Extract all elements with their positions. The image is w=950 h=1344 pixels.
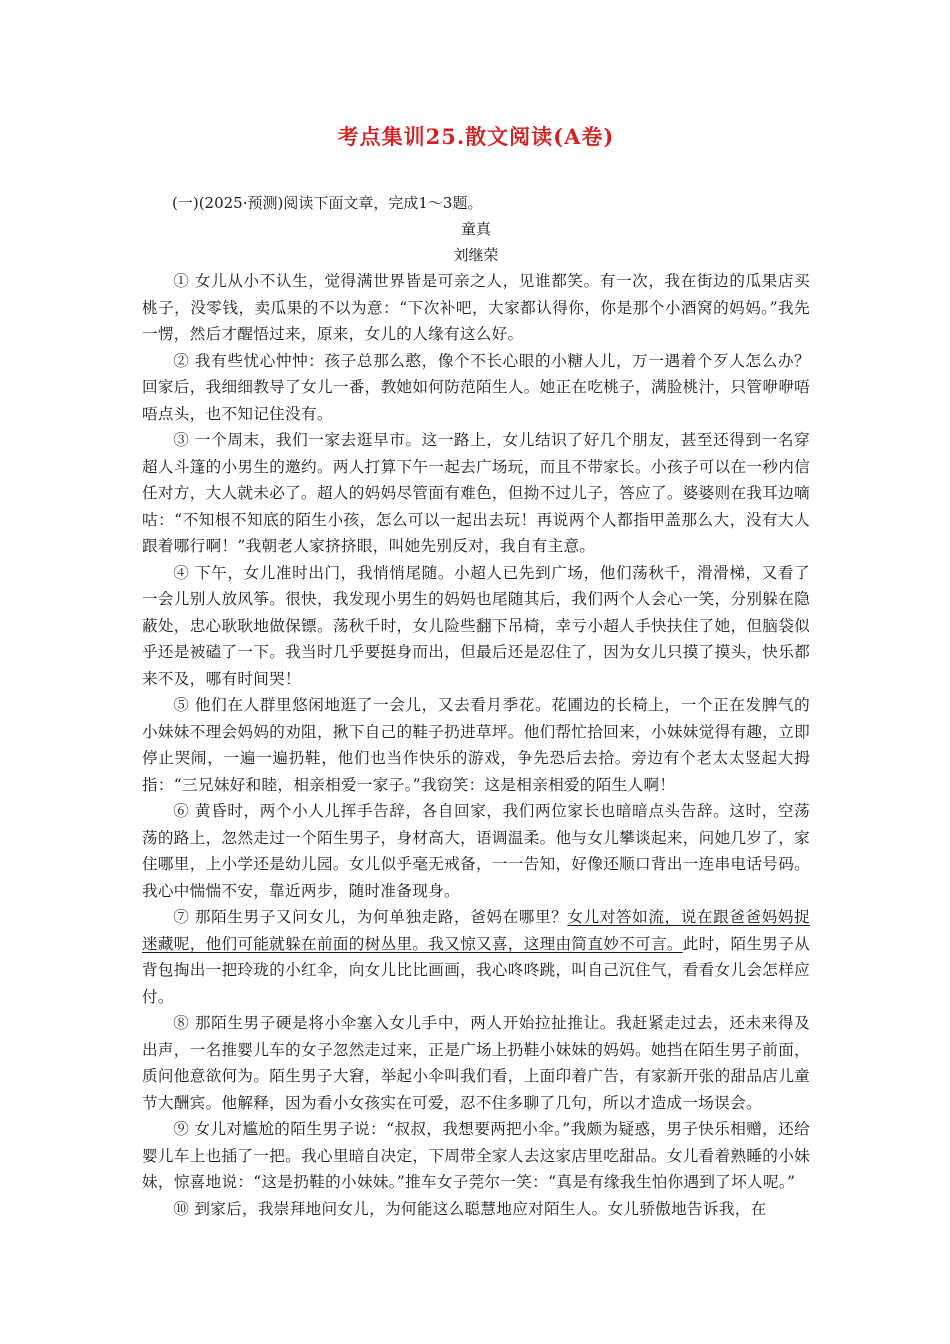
document-page bbox=[142, 120, 810, 1222]
page-title: 考点集训25.散文阅读(A卷) bbox=[337, 124, 615, 149]
question-intro: (一)(2025·预测)阅读下面文章，完成1～3题。 bbox=[172, 194, 483, 212]
paragraph-6: ⑥ 黄昏时，两个小人儿挥手告辞，各自回家，我们两位家长也暗暗点头告辞。这时，空荡荡的路上，忽然走过一个陌生男子，身材高大，语调温柔。他与女儿攀谈起来，问她几岁了，家住哪里，上小学还是幼儿园。女儿似乎毫无戒备，一一告知，好像还顺口背出一连串电话号码。我心中惴惴不安，靠近两步，随时准备现身。 bbox=[142, 802, 810, 900]
paragraph-4: ④ 下午，女儿准时出门，我悄悄尾随。小超人已先到广场，他们荡秋千，滑滑梯，又看了一会儿别人放风筝。很快，我发现小男生的妈妈也尾随其后，我们两个人会心一笑，分别躲在隐蔽处，忠心耿耿地做保镖。荡秋千时，女儿险些翻下吊椅，幸亏小超人手快扶住了她，但脑袋似乎还是被磕了一下。我当时几乎要挺身而出，但最后还是忍住了，因为女儿只摸了摸头，快乐都来不及，哪有时间哭！ bbox=[142, 563, 810, 688]
paragraph-8: ⑧ 那陌生男子硬是将小伞塞入女儿手中，两人开始拉扯推让。我赶紧走过去，还未来得及出声，一名推婴儿车的女子忽然走过来，正是广场上扔鞋小妹妹的妈妈。她挡在陌生男子前面，质问他意欲何为。陌生男子大窘，举起小伞叫我们看，上面印着广告，有家新开张的甜品店儿童节大酬宾。他解释，因为看小女孩实在可爱，忍不住多聊了几句，所以才造成一场误会。 bbox=[142, 1014, 810, 1112]
article-author: 刘继荣 bbox=[453, 246, 499, 264]
article-heading: 童真 bbox=[460, 220, 491, 238]
paragraph-10: ⑩ 到家后，我崇拜地问女儿，为何能这么聪慧地应对陌生人。女儿骄傲地告诉我，在 bbox=[173, 1199, 767, 1218]
paragraph-7 bbox=[142, 904, 810, 1010]
paragraph-2: ② 我有些忧心忡忡：孩子总那么憨，像个不长心眼的小糖人儿，万一遇着个歹人怎么办？回家后，我细细教导了女儿一番，教她如何防范陌生人。她正在吃桃子，满脸桃汁，只管咿咿唔唔点头，也不知记住没有。 bbox=[142, 351, 810, 423]
paragraph-9: ⑨ 女儿对尴尬的陌生男子说：“叔叔，我想要两把小伞。”我颇为疑惑，男子快乐相赠，还给婴儿车上也插了一把。我心里暗自决定，下周带全家人去这家店里吃甜品。女儿看着熟睡的小妹妹，惊喜地说：“这是扔鞋的小妹妹。”推车女子莞尔一笑：“真是有缘我生怕你遇到了坏人呢。” bbox=[142, 1120, 810, 1191]
paragraph-7-text-before: ⑦ 那陌生男子又问女儿，为何单独走路，爸妈在哪里？ bbox=[173, 908, 568, 926]
paragraph-3: ③ 一个周末，我们一家去逛早市。这一路上，女儿结识了好几个朋友，甚至还得到一名穿超人斗篷的小男生的邀约。两人打算下午一起去广场玩，而且不带家长。小孩子可以在一秒内信任对方，大人就未必了。超人的妈妈尽管面有难色，但拗不过儿子，答应了。婆婆则在我耳边嘀咕：“不知根不知底的陌生小孩，怎么可以一起出去玩！再说两个人都指甲盖那么大，没有大人跟着哪行啊！”我朝老人家挤挤眼，叫她先别反对，我自有主意。 bbox=[142, 431, 810, 555]
paragraph-7-text-after: 此时，陌生男子从背包掏出一把玲珑的小红伞，向女儿比比画画，我心咚咚跳，叫自己沉住气，看看女儿会怎样应付。 bbox=[142, 934, 810, 1006]
paragraph-5: ⑤ 他们在人群里悠闲地逛了一会儿，又去看月季花。花圃边的长椅上，一个正在发脾气的小妹妹不理会妈妈的劝阻，揪下自己的鞋子扔进草坪。他们帮忙拾回来，小妹妹觉得有趣，立即停止哭闹，一遍一遍扔鞋，他们也当作快乐的游戏，争先恐后去拾。旁边有个老太太竖起大拇指：“三兄妹好和睦，相亲相爱一家子。”我窃笑：这是相亲相爱的陌生人啊！ bbox=[142, 696, 810, 794]
paragraph-1: ① 女儿从小不认生，觉得满世界皆是可亲之人，见谁都笑。有一次，我在街边的瓜果店买桃子，没零钱，卖瓜果的不以为意：“下次补吧，大家都认得你，你是那个小酒窝的妈妈。”我先一愣，然后才醒悟过来，原来，女儿的人缘有这么好。 bbox=[142, 272, 810, 343]
underlined-sentence: 女儿对答如流，说在跟爸爸妈妈捉迷藏呢，他们可能就躲在前面的树丛里。我又惊又喜，这理由简直妙不可言。 bbox=[142, 908, 810, 953]
